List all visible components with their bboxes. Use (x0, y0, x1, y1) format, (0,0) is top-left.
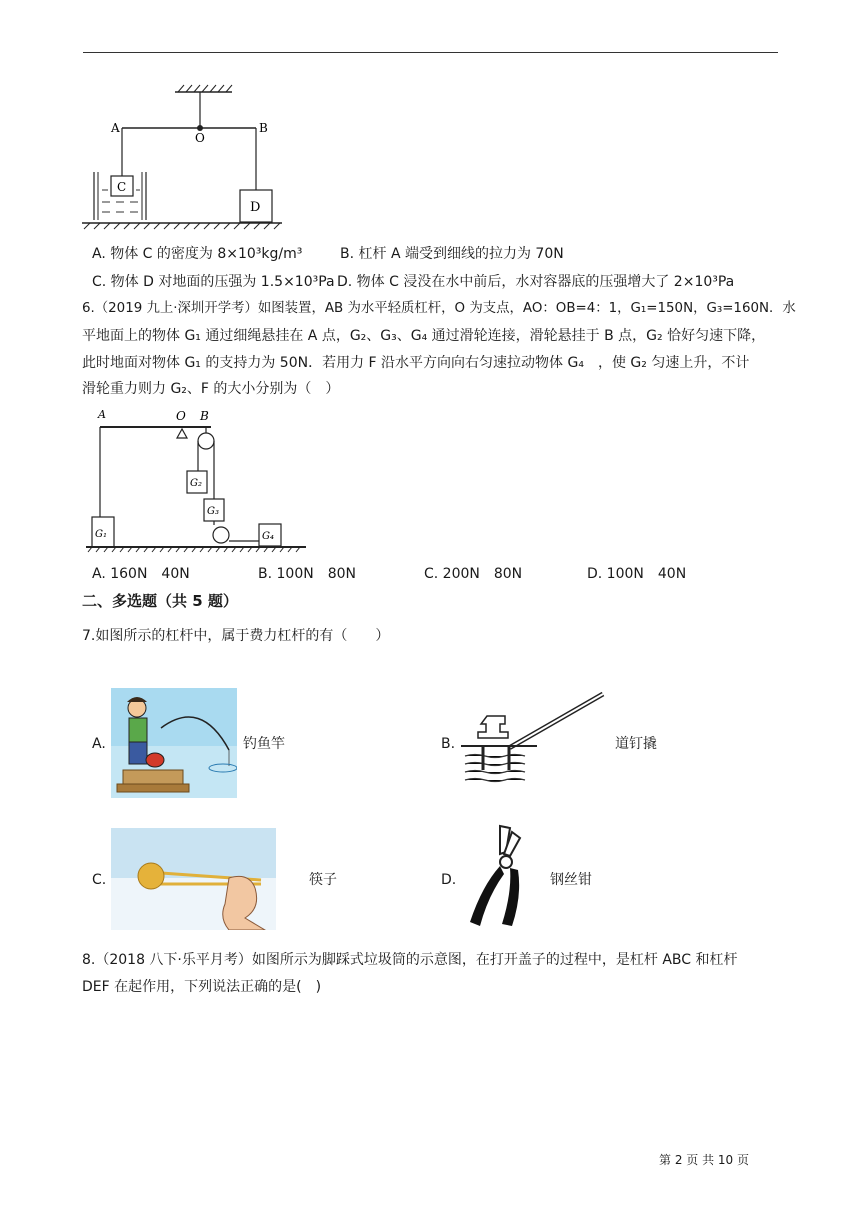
q5-label-b: B (259, 121, 268, 135)
q6-stem-line4: 滑轮重力则力 G₂、F 的大小分别为（ ） (82, 381, 340, 397)
q5-option-d[interactable]: D. 物体 C 浸没在水中前后，水对容器底的压强增大了 2×10³Pa (337, 274, 735, 290)
q6-pulley-figure (86, 405, 311, 555)
q7-item-d-letter[interactable]: D. (441, 872, 457, 888)
q7-item-b-letter[interactable]: B. (441, 736, 456, 752)
header-rule (83, 52, 778, 53)
fishing-rod-image (111, 688, 237, 798)
q5-option-c[interactable]: C. 物体 D 对地面的压强为 1.5×10³Pa (92, 274, 335, 290)
q5-option-a[interactable]: A. 物体 C 的密度为 8×10³kg/m³ (92, 246, 303, 262)
q6-stem-line2: 平地面上的物体 G₁ 通过细绳悬挂在 A 点，G₂、G₃、G₄ 通过滑轮连接，滑轮悬挂于 B 点，G₂ 恰好匀速下降， (82, 328, 766, 344)
q7-item-a-name: 钓鱼竿 (243, 736, 285, 752)
q6-label-o: O (176, 409, 186, 423)
chopsticks-image (111, 828, 276, 930)
q7-item-a-letter[interactable]: A. (92, 736, 106, 752)
q8-stem-line2: DEF 在起作用，下列说法正确的是( ) (82, 979, 322, 995)
q5-label-d: D (250, 200, 261, 215)
q6-label-g3: G₃ (207, 506, 219, 517)
q6-label-b: B (200, 409, 209, 423)
q5-label-o: O (195, 131, 205, 145)
q7-item-c-name: 筷子 (309, 872, 337, 888)
spike-lever-image (457, 690, 607, 792)
q7-item-b-name: 道钉撬 (615, 736, 657, 752)
q5-label-a: A (111, 121, 120, 135)
q6-option-c[interactable]: C. 200N 80N (424, 566, 523, 582)
q5-lever-figure (80, 80, 290, 230)
q6-stem-line3: 此时地面对物体 G₁ 的支持力为 50N．若用力 F 沿水平方向向右匀速拉动物体 G₄ ，使 G₂ 匀速上升，不计 (82, 355, 750, 371)
pliers-image (460, 822, 532, 928)
page-number: 第 2 页 共 10 页 (659, 1153, 749, 1167)
q5-option-b[interactable]: B. 杠杆 A 端受到细线的拉力为 70N (340, 246, 564, 262)
q6-option-d[interactable]: D. 100N 40N (587, 566, 687, 582)
q6-stem-line1: 6.（2019 九上·深圳开学考）如图装置，AB 为水平轻质杠杆，O 为支点，AO：OB=4：1，G₁=150N，G₃=160N．水 (82, 301, 796, 316)
q7-item-d-name: 钢丝钳 (550, 872, 592, 888)
q6-label-a: A (98, 408, 106, 421)
q6-option-b[interactable]: B. 100N 80N (258, 566, 356, 582)
q6-label-g4: G₄ (262, 531, 274, 542)
q6-label-g1: G₁ (95, 529, 107, 540)
q6-label-g2: G₂ (190, 478, 202, 489)
q5-label-c: C (117, 180, 127, 194)
q8-stem-line1: 8.（2018 八下·乐平月考）如图所示为脚踩式垃圾筒的示意图，在打开盖子的过程中，是杠杆 ABC 和杠杆 (82, 952, 738, 968)
section-title-multiple-choice: 二、多选题（共 5 题） (82, 592, 238, 610)
q6-option-a[interactable]: A. 160N 40N (92, 566, 190, 582)
q7-item-c-letter[interactable]: C. (92, 872, 107, 888)
q7-stem: 7.如图所示的杠杆中，属于费力杠杆的有（ ） (82, 628, 390, 644)
